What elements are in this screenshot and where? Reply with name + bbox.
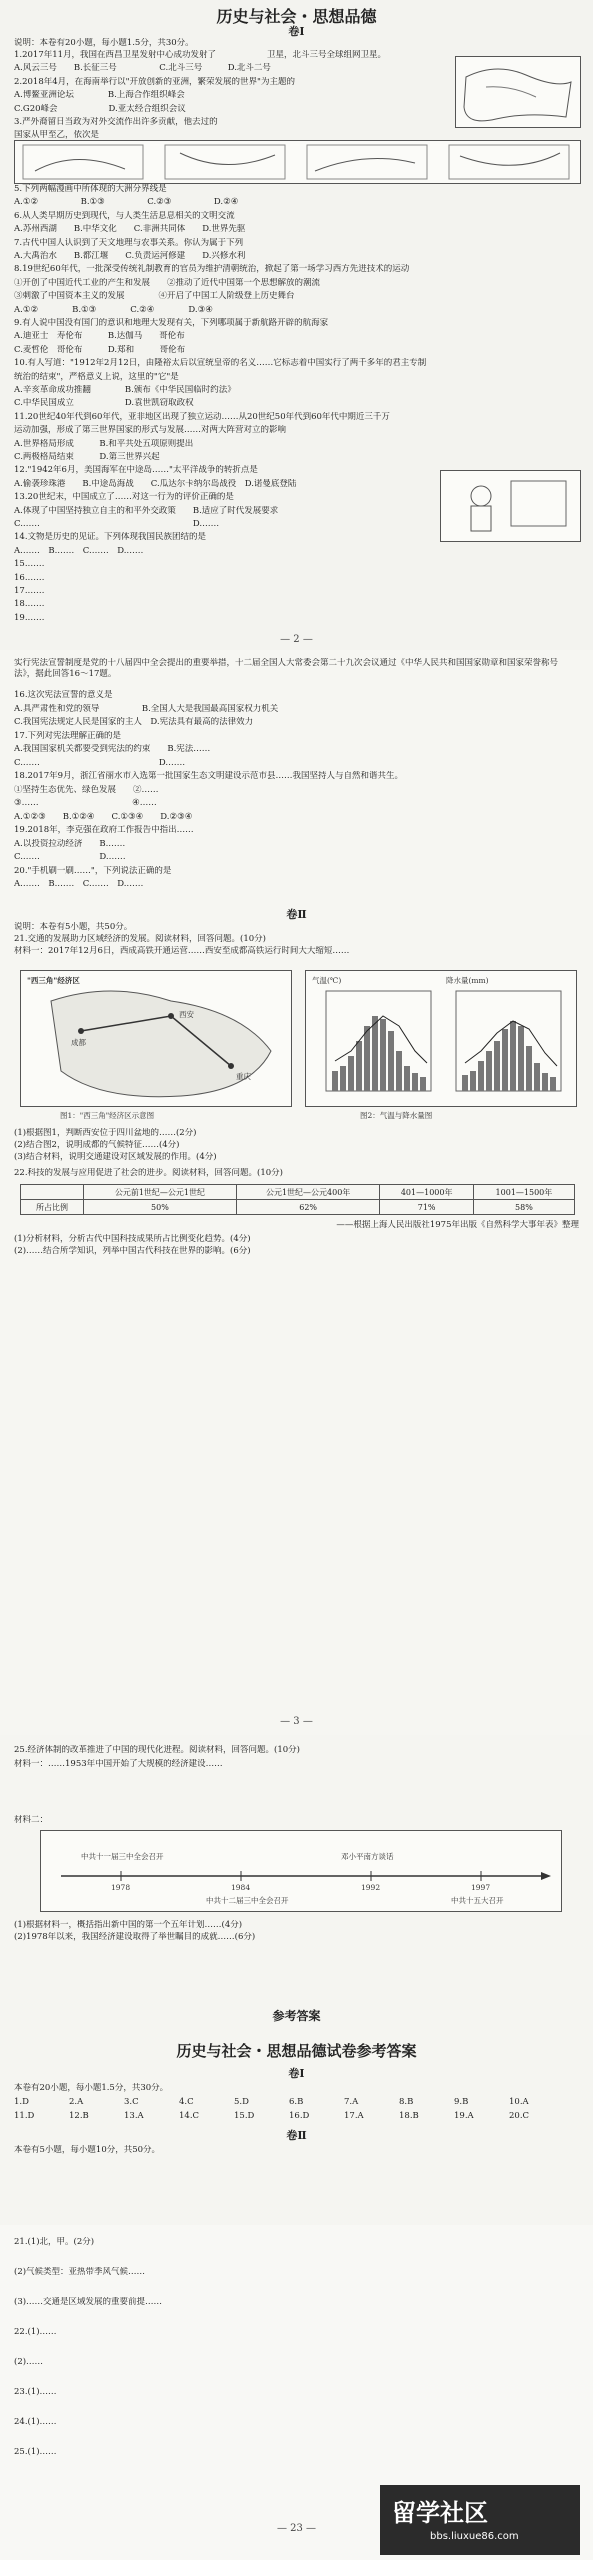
section-label-ans: 卷Ⅰ (288, 2067, 305, 2080)
exam-page-2 (0, 650, 593, 1735)
question-line: C.G20峰会 D.亚太经合组织会议 (14, 103, 186, 114)
timeline-year: 1984 (231, 1883, 251, 1892)
page-number: — 3 — (280, 1716, 313, 1727)
climate-chart-drawing (306, 971, 576, 1106)
answer-item: 8.B (399, 2097, 414, 2107)
answer-row-2 (14, 2111, 579, 2122)
question-line: A.苏州西湖 B.中华文化 C.非洲共同体 D.世界先驱 (14, 224, 246, 235)
question-line: 3.严外裔留日当政为对外交流作出许多贡献，他去过的 (14, 117, 218, 127)
question-line: A.辛亥革命成功推翻 B.颁布《中华民国临时约法》 (14, 385, 236, 395)
map-options-drawing (15, 141, 580, 183)
question-line: A.体现了中国坚持独立自主的和平外交政策 B.适应了时代发展要求 (14, 505, 279, 516)
question-line: 14.文物是历史的见证。下列体现我国民族团结的是 (14, 532, 207, 543)
answer-item: 5.D (234, 2097, 249, 2107)
material-1: 材料一：……1953年中国开始了大规模的经济建设…… (14, 1759, 223, 1769)
question-line: 21.(1)北，甲。(2分) (14, 2237, 95, 2247)
answer-item: 10.A (509, 2097, 529, 2107)
question-line: C.…… D.…… (14, 852, 126, 862)
question-line: 20."手机刷一刷……"，下列说法正确的是 (14, 865, 172, 876)
question-line: 15.…… (14, 559, 45, 570)
table-cell (21, 1185, 84, 1200)
question-line: C.中华民国成立 D.袁世凯窃取政权 (14, 398, 194, 409)
question-22: 22.科技的发展与应用促进了社会的进步。阅读材料，回答问题。(10分) (14, 1168, 283, 1178)
cartoon-figure (440, 470, 581, 542)
question-line: A.具严肃性和党的领导 B.全国人大是我国最高国家权力机关 (14, 703, 279, 714)
table-source: ——根据上海人民出版社1975年出版《自然科学大事年表》整理 (336, 1220, 579, 1230)
question-line: 16.这次宪法宣誓的意义是 (14, 690, 113, 700)
question-line: A.①②③ B.①②④ C.①③④ D.②③④ (14, 811, 193, 822)
table-cell: 50% (84, 1200, 237, 1215)
question-line: 22.(1)…… (14, 2327, 57, 2337)
table-cell: 71% (380, 1200, 473, 1215)
question-line: C.…… D.…… (14, 519, 220, 529)
site-watermark (380, 2485, 580, 2555)
section-note-2: 说明：本卷有5小题，共50分。 (14, 922, 133, 932)
table-cell: 公元前1世纪—公元1世纪 (84, 1185, 237, 1200)
question-line: A.①② B.①③ C.②④ D.③④ (14, 304, 213, 315)
watermark-url: bbs.liuxue86.com (430, 2531, 519, 2542)
question-line: 18.…… (14, 599, 45, 610)
table-cell: 58% (473, 1200, 574, 1215)
timeline-year: 1997 (471, 1883, 491, 1892)
question-line: ③刺激了中国资本主义的发展 ④开启了中国工人阶级登上历史舞台 (14, 291, 295, 302)
question-line: (3)……交通是区域发展的重要前提…… (14, 2297, 163, 2307)
question-line: 7.古代中国人认识到了天文地理与农事关系。你认为属于下列 (14, 237, 244, 248)
section-label-2: 卷Ⅱ (286, 908, 307, 921)
figure-caption: 图2：气温与降水量图 (360, 1111, 433, 1120)
question-line: 24.(1)…… (14, 2417, 57, 2427)
question-line: A.风云三号 B.长征三号 C.北斗三号 D.北斗二号 (14, 63, 271, 74)
question-line: 19.2018年，李克强在政府工作报告中指出…… (14, 825, 194, 835)
map-options-strip (14, 140, 581, 184)
question-line: ①坚持生态优先、绿色发展 ②…… (14, 784, 159, 795)
question-line: 25.(1)…… (14, 2447, 57, 2457)
question-line: 18.2017年9月，浙江省丽水市入选第一批国家生态文明建设示范市县……我国坚持人与自然和谐共生。 (14, 771, 404, 781)
answer-item: 18.B (399, 2111, 419, 2121)
question-line: (2)气候类型：亚热带季风气候…… (14, 2267, 146, 2277)
question-line: A.博鳌亚洲论坛 B.上海合作组织峰会 (14, 90, 185, 101)
question-22-2: (2)……结合所学知识，列举中国古代科技在世界的影响。(6分) (14, 1246, 251, 1256)
question-line: 运动加强，形成了第三世界国家的形式与发展……对两大阵营对立的影响 (14, 425, 287, 436)
question-line: A.…… B.…… C.…… D.…… (14, 879, 144, 889)
answers-heading: 参考答案 (272, 2009, 321, 2023)
question-line: C.两极格局结束 D.第三世界兴起 (14, 452, 160, 462)
table-cell: 62% (236, 1200, 380, 1215)
cartoon-drawing (441, 471, 580, 541)
table-cell: 所占比例 (21, 1200, 84, 1215)
section-label: 卷Ⅰ (288, 25, 305, 38)
question-25-1: (1)根据材料一，概括指出新中国的第一个五年计划……(4分) (14, 1920, 243, 1930)
reform-timeline (40, 1830, 562, 1912)
answer-item: 15.D (234, 2111, 255, 2121)
question-line: 6.从人类早期历史到现代，与人类生活息息相关的文明交流 (14, 210, 235, 221)
answer-item: 11.D (14, 2111, 35, 2121)
question-21-2: (2)结合图2，说明成都的气候特征……(4分) (14, 1140, 180, 1150)
question-line: 17.下列对宪法理解正确的是 (14, 730, 122, 741)
question-line: A.①② B.①③ C.②③ D.②④ (14, 197, 239, 208)
answer-item: 12.B (69, 2111, 89, 2121)
question-line: 9.有人说中国没有国门的意识和地理大发现有关，下列哪项属于新航路开辟的航海家 (14, 318, 329, 328)
place-label: 重庆 (236, 1072, 251, 1081)
question-line: ③…… ④…… (14, 798, 157, 808)
section-label-ans-2: 卷Ⅱ (286, 2129, 307, 2142)
question-line: A.…… B.…… C.…… D.…… (14, 545, 144, 556)
answer-item: 3.C (124, 2097, 139, 2107)
answers-note-2: 本卷有5小题，每小题10分，共50分。 (14, 2145, 161, 2155)
question-line: 16.…… (14, 572, 45, 583)
answer-item: 9.B (454, 2097, 469, 2107)
question-line: 5.下列两幅漫画中所体现的大洲分界线是 (14, 184, 167, 194)
question-line: 1.2017年11月，我国在西昌卫星发射中心成功发射了 卫星，北斗三号全球组网卫星。 (14, 50, 387, 60)
answer-item: 13.A (124, 2111, 144, 2121)
answer-item: 4.C (179, 2097, 194, 2107)
table-row (21, 1200, 575, 1215)
question-21-3: (3)结合材料，说明交通建设对区域发展的作用。(4分) (14, 1152, 217, 1162)
question-25: 25.经济体制的改革推进了中国的现代化进程。阅读材料，回答问题。(10分) (14, 1745, 300, 1755)
climate-chart (305, 970, 577, 1107)
answer-item: 16.D (289, 2111, 310, 2121)
answer-row-1 (14, 2097, 579, 2108)
exam-page-1 (0, 0, 593, 650)
answer-item: 6.B (289, 2097, 304, 2107)
question-line: C.我国宪法规定人民是国家的主人 D.宪法具有最高的法律效力 (14, 717, 254, 727)
question-line: A.世界格局形成 B.和平共处五项原则提出 (14, 438, 194, 449)
question-25-2: (2)1978年以来，我国经济建设取得了举世瞩目的成就……(6分) (14, 1932, 256, 1942)
question-line: 国家从甲至乙，依次是 (14, 130, 100, 141)
answer-item: 20.C (509, 2111, 530, 2121)
question-line: A.偷袭珍珠港 B.中途岛海战 C.瓜达尔卡纳尔岛战役 D.诺曼底登陆 (14, 478, 297, 489)
timeline-year: 1992 (361, 1883, 381, 1892)
question-line: 10.有人写道："1912年2月12日，由隆裕太后以宣统皇帝的名义……它标志着中国实行了两千多年的君主专制 (14, 358, 427, 369)
page-number: — 23 — (276, 2523, 317, 2534)
question-22-1: (1)分析材料，分析古代中国科技成果所占比例变化趋势。(4分) (14, 1234, 251, 1244)
map-title: "西三角"经济区 (27, 976, 80, 985)
question-line: 19.…… (14, 612, 45, 623)
question-line: 23.(1)…… (14, 2387, 57, 2397)
question-line: A.大禹治水 B.都江堰 C.负责运河修建 D.兴修水利 (14, 251, 246, 261)
question-21-material: 材料一：2017年12月6日，西成高铁开通运营……西安至成都高铁运行时间大大缩短…… (14, 946, 350, 956)
question-21: 21.交通的发展助力区域经济的发展。阅读材料，回答问题。(10分) (14, 934, 266, 944)
answers-title: 历史与社会・思想品德试卷参考答案 (176, 2042, 417, 2060)
timeline-year: 1978 (111, 1883, 131, 1892)
question-line: 12."1942年6月，美国海军在中途岛……"太平洋战争的转折点是 (14, 465, 258, 476)
question-line: 2.2018年4月，在海南举行以"开放创新的亚洲，繁荣发展的世界"为主题的 (14, 76, 295, 87)
answer-item: 2.A (69, 2097, 84, 2107)
intro-text: 实行宪法宣誓制度是党的十八届四中全会提出的重要举措，十二届全国人大常委会第二十九次会议通过《中华人民共和国国家勋章和国家荣誉称号法》，据此回答16～17题。 (14, 658, 559, 679)
timeline-label: 邓小平南方谈话 (341, 1852, 394, 1861)
table-cell: 1001—1500年 (473, 1185, 574, 1200)
material-2: 材料二： (14, 1815, 49, 1825)
place-label: 西安 (179, 1010, 194, 1019)
question-line: C.麦哲伦 哥伦布 D.郑和 哥伦布 (14, 344, 186, 355)
timeline-label: 中共十五大召开 (451, 1896, 504, 1905)
science-table (20, 1184, 575, 1215)
page-number: — 2 — (280, 634, 313, 645)
section-note: 说明：本卷有20小题，每小题1.5分，共30分。 (14, 38, 194, 48)
question-line: ①开创了中国近代工业的产生和发展 ②推动了近代中国第一个思想解放的潮流 (14, 277, 321, 288)
question-line: 统治的结束"，严格意义上说，这里的"它"是 (14, 371, 179, 382)
question-21-1: (1)根据图1，判断西安位于四川盆地的……(2分) (14, 1128, 197, 1138)
question-line: 8.19世纪60年代，一批深受传统礼制教育的官员为维护清朝统治，掀起了第一场学习西方先进技术的运动 (14, 264, 410, 275)
watermark-title: 留学社区 (392, 2499, 488, 2527)
question-line: A.以投资拉动经济 B.…… (14, 838, 126, 849)
map-drawing (456, 57, 580, 127)
exam-title: 历史与社会・思想品德 (216, 7, 377, 26)
question-line: A.迪亚士 寿伦布 B.达伽马 哥伦布 (14, 331, 185, 342)
answers-note: 本卷有20小题，每小题1.5分，共30分。 (14, 2083, 169, 2093)
question-line: 13.20世纪末，中国成立了……对这一行为的评价正确的是 (14, 492, 234, 503)
answer-item: 19.A (454, 2111, 474, 2121)
question-line: A.我国国家机关都要受到宪法的约束 B.宪法…… (14, 744, 211, 754)
figure-caption: 图1："西三角"经济区示意图 (60, 1111, 155, 1120)
question-line: 11.20世纪40年代到60年代，亚非地区出现了独立运动……从20世纪50年代到60年代中期近三千万 (14, 411, 390, 422)
question-line: C.…… D.…… (14, 757, 186, 768)
answer-item: 1.D (14, 2097, 29, 2107)
question-line: 17.…… (14, 586, 45, 596)
map-figure (455, 56, 581, 128)
region-map-drawing (21, 971, 291, 1106)
table-cell: 401—1000年 (380, 1185, 473, 1200)
answer-item: 17.A (344, 2111, 364, 2121)
answer-item: 7.A (344, 2097, 359, 2107)
table-header-row (21, 1185, 575, 1200)
chart-axis-label: 气温(℃) (312, 976, 342, 985)
timeline-label: 中共十二届三中全会召开 (206, 1896, 289, 1905)
question-line: (2)…… (14, 2357, 44, 2367)
chart-axis-label: 降水量(mm) (446, 976, 489, 985)
region-map (20, 970, 292, 1107)
answer-item: 14.C (179, 2111, 200, 2121)
exam-page-3 (0, 1735, 593, 2225)
timeline-label: 中共十一届三中全会召开 (81, 1852, 164, 1861)
table-cell: 公元1世纪—公元400年 (236, 1185, 380, 1200)
place-label: 成都 (71, 1038, 86, 1047)
